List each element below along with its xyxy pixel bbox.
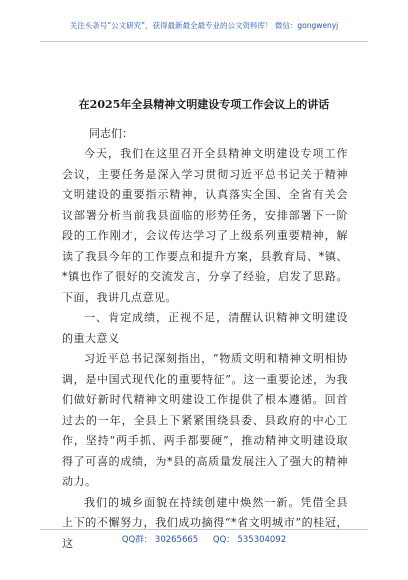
body-paragraph: 今天，我们在这里召开全县精神文明建设专项工作会议，主要任务是深入学习贯彻习近平总书记关于精神文明建设的重要指示精神，认真落实全国、全省有关会议部署分析当前我县面临的形势任务，安排部署下一阶段的工作刚才，会议传达学习了上级系列重要精神，解读了我县今年的工作要点和提升方案，县教育局、*镇、*镇也作了很好的交流发言，分享了经验，启发了思路。下面，我讲几点意见。 bbox=[62, 147, 348, 304]
section-heading: 一、肯定成绩，正视不足，清醒认识精神文明建设的重大意义 bbox=[62, 311, 348, 345]
footer-qq: QQ： 535304092 bbox=[212, 535, 287, 545]
footer-divider bbox=[40, 529, 368, 530]
footer-qq-group: QQ群： 30265665 bbox=[121, 535, 199, 545]
document-body bbox=[62, 144, 348, 554]
footer-contact bbox=[0, 533, 408, 545]
document-title: 在2025年全县精神文明建设专项工作会议上的讲话 bbox=[78, 98, 330, 111]
salutation: 同志们： bbox=[89, 127, 133, 140]
header-divider bbox=[40, 41, 368, 42]
header-promo-note: 关注头条号“公文研究”，获得最新最全最专业的公文资料库！ 微信：gongwenyj bbox=[69, 21, 339, 30]
body-paragraph: 我们的城乡面貌在持续创建中焕然一新。凭借全县上下的不懈努力，我们成功摘得“*省文明城市”的桂冠，这 bbox=[62, 495, 348, 550]
body-paragraph: 习近平总书记深刻指出，“物质文明和精神文明相协调，是中国式现代化的重要特征”。这一重要论述，为我们做好新时代精神文明建设工作提供了根本遵循。回首过去的一年，全县上下紧紧围绕县委、县政府的中心工作，坚持“两手抓、两手都要硬”，推动精神文明建设取得了可喜的成绩，为*县的高质量发展注入了强大的精神动力。 bbox=[62, 352, 348, 488]
